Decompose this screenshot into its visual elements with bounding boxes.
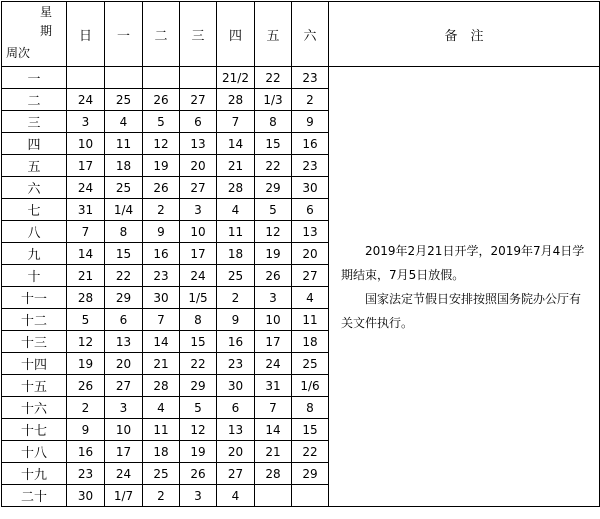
date-cell: 13 — [292, 221, 329, 243]
date-cell: 3 — [180, 199, 217, 221]
date-cell: 4 — [292, 287, 329, 309]
date-cell: 8 — [105, 221, 143, 243]
date-cell: 26 — [143, 177, 180, 199]
date-cell: 26 — [67, 375, 105, 397]
week-label: 九 — [2, 243, 67, 265]
header-row — [2, 2, 600, 67]
date-cell: 1/7 — [105, 485, 143, 507]
date-cell: 2 — [143, 485, 180, 507]
date-cell: 9 — [217, 309, 255, 331]
date-cell: 11 — [217, 221, 255, 243]
date-cell: 22 — [105, 265, 143, 287]
week-label: 十一 — [2, 287, 67, 309]
date-cell: 11 — [143, 419, 180, 441]
date-cell: 12 — [180, 419, 217, 441]
date-cell: 22 — [180, 353, 217, 375]
date-cell: 24 — [180, 265, 217, 287]
date-cell: 1/4 — [105, 199, 143, 221]
date-cell: 5 — [67, 309, 105, 331]
date-cell: 18 — [105, 155, 143, 177]
date-cell: 25 — [217, 265, 255, 287]
day-header-sat: 六 — [292, 2, 329, 67]
date-cell: 28 — [217, 89, 255, 111]
date-cell: 23 — [217, 353, 255, 375]
date-cell: 16 — [292, 133, 329, 155]
date-cell: 5 — [180, 397, 217, 419]
date-cell: 7 — [67, 221, 105, 243]
date-cell: 23 — [67, 463, 105, 485]
week-label: 六 — [2, 177, 67, 199]
date-cell: 8 — [292, 397, 329, 419]
date-cell: 1/6 — [292, 375, 329, 397]
date-cell: 23 — [292, 67, 329, 89]
date-cell: 5 — [143, 111, 180, 133]
date-cell: 28 — [255, 463, 292, 485]
date-cell: 20 — [180, 155, 217, 177]
date-cell: 25 — [292, 353, 329, 375]
notes-cell — [329, 67, 600, 507]
date-cell: 15 — [180, 331, 217, 353]
date-cell: 21/2 — [217, 67, 255, 89]
date-cell: 16 — [143, 243, 180, 265]
date-cell: 12 — [143, 133, 180, 155]
date-cell: 30 — [67, 485, 105, 507]
date-cell: 26 — [143, 89, 180, 111]
date-cell: 23 — [143, 265, 180, 287]
date-cell: 1/3 — [255, 89, 292, 111]
date-cell: 14 — [255, 419, 292, 441]
date-cell: 18 — [217, 243, 255, 265]
week-label: 十九 — [2, 463, 67, 485]
week-label: 四 — [2, 133, 67, 155]
date-cell: 30 — [143, 287, 180, 309]
date-cell: 14 — [143, 331, 180, 353]
date-cell: 10 — [67, 133, 105, 155]
date-cell: 24 — [67, 89, 105, 111]
day-header-fri: 五 — [255, 2, 292, 67]
date-cell: 4 — [105, 111, 143, 133]
date-cell: 16 — [67, 441, 105, 463]
date-cell: 17 — [67, 155, 105, 177]
date-cell — [105, 67, 143, 89]
date-cell: 16 — [217, 331, 255, 353]
date-cell: 14 — [67, 243, 105, 265]
day-header-tue: 二 — [143, 2, 180, 67]
calendar-body — [2, 67, 600, 507]
corner-label-star: 星 — [39, 5, 52, 19]
date-cell: 10 — [255, 309, 292, 331]
date-cell — [143, 67, 180, 89]
date-cell: 10 — [105, 419, 143, 441]
date-cell: 26 — [255, 265, 292, 287]
date-cell: 26 — [180, 463, 217, 485]
date-cell: 20 — [292, 243, 329, 265]
date-cell: 21 — [67, 265, 105, 287]
date-cell: 20 — [105, 353, 143, 375]
date-cell — [67, 67, 105, 89]
week-label: 十五 — [2, 375, 67, 397]
date-cell: 6 — [217, 397, 255, 419]
date-cell: 13 — [180, 133, 217, 155]
date-cell: 5 — [255, 199, 292, 221]
week-label: 十六 — [2, 397, 67, 419]
date-cell: 13 — [217, 419, 255, 441]
date-cell: 9 — [292, 111, 329, 133]
date-cell: 25 — [105, 177, 143, 199]
date-cell: 15 — [105, 243, 143, 265]
date-cell: 24 — [67, 177, 105, 199]
date-cell — [255, 485, 292, 507]
date-cell: 1/5 — [180, 287, 217, 309]
week-label: 十七 — [2, 419, 67, 441]
date-cell — [180, 67, 217, 89]
date-cell: 4 — [143, 397, 180, 419]
date-cell: 2 — [67, 397, 105, 419]
date-cell: 7 — [217, 111, 255, 133]
week-label: 十 — [2, 265, 67, 287]
date-cell: 11 — [292, 309, 329, 331]
date-cell: 27 — [180, 177, 217, 199]
notes-header-label: 备 注 — [444, 28, 484, 44]
date-cell: 6 — [292, 199, 329, 221]
note-paragraph: 国家法定节假日安排按照国务院办公厅有关文件执行。 — [341, 291, 582, 330]
date-cell: 29 — [105, 287, 143, 309]
date-cell: 27 — [105, 375, 143, 397]
day-header-wed: 三 — [180, 2, 217, 67]
date-cell: 9 — [143, 221, 180, 243]
date-cell: 3 — [105, 397, 143, 419]
date-cell: 9 — [67, 419, 105, 441]
date-cell: 19 — [67, 353, 105, 375]
notes-header — [329, 2, 600, 67]
week-label: 三 — [2, 111, 67, 133]
week-label: 一 — [2, 67, 67, 89]
date-cell: 22 — [255, 155, 292, 177]
date-cell: 29 — [292, 463, 329, 485]
date-cell: 20 — [217, 441, 255, 463]
day-header-sun: 日 — [67, 2, 105, 67]
week-label: 二十 — [2, 485, 67, 507]
date-cell: 27 — [217, 463, 255, 485]
corner-label-week: 周次 — [6, 46, 31, 60]
date-cell: 28 — [217, 177, 255, 199]
date-cell: 13 — [105, 331, 143, 353]
note-paragraph: 2019年2月21日开学，2019年7月4日学期结束，7月5日放假。 — [341, 243, 585, 282]
date-cell: 21 — [255, 441, 292, 463]
date-cell: 3 — [255, 287, 292, 309]
date-cell: 3 — [180, 485, 217, 507]
corner-header — [2, 2, 67, 67]
week-label: 十三 — [2, 331, 67, 353]
date-cell: 4 — [217, 199, 255, 221]
date-cell: 27 — [292, 265, 329, 287]
date-cell: 31 — [67, 199, 105, 221]
week-label: 八 — [2, 221, 67, 243]
date-cell: 19 — [143, 155, 180, 177]
date-cell: 21 — [217, 155, 255, 177]
date-cell: 6 — [105, 309, 143, 331]
date-cell: 6 — [180, 111, 217, 133]
week-label: 二 — [2, 89, 67, 111]
day-header-thu: 四 — [217, 2, 255, 67]
date-cell: 22 — [255, 67, 292, 89]
date-cell: 3 — [67, 111, 105, 133]
date-cell: 24 — [105, 463, 143, 485]
week-label: 十四 — [2, 353, 67, 375]
date-cell: 28 — [143, 375, 180, 397]
date-cell: 8 — [180, 309, 217, 331]
corner-label-period: 期 — [39, 24, 52, 38]
date-cell: 18 — [292, 331, 329, 353]
date-cell: 29 — [180, 375, 217, 397]
week-label: 十八 — [2, 441, 67, 463]
date-cell: 21 — [143, 353, 180, 375]
date-cell: 23 — [292, 155, 329, 177]
date-cell: 15 — [292, 419, 329, 441]
date-cell: 2 — [143, 199, 180, 221]
date-cell: 25 — [143, 463, 180, 485]
date-cell: 12 — [255, 221, 292, 243]
week-label: 七 — [2, 199, 67, 221]
week-label: 五 — [2, 155, 67, 177]
date-cell: 17 — [105, 441, 143, 463]
date-cell: 7 — [255, 397, 292, 419]
date-cell: 19 — [255, 243, 292, 265]
date-cell: 10 — [180, 221, 217, 243]
date-cell: 11 — [105, 133, 143, 155]
date-cell: 15 — [255, 133, 292, 155]
date-cell: 28 — [67, 287, 105, 309]
date-cell: 14 — [217, 133, 255, 155]
date-cell: 27 — [180, 89, 217, 111]
date-cell: 31 — [255, 375, 292, 397]
date-cell: 24 — [255, 353, 292, 375]
date-cell: 30 — [292, 177, 329, 199]
table-row — [2, 67, 600, 89]
date-cell: 17 — [255, 331, 292, 353]
date-cell: 18 — [143, 441, 180, 463]
date-cell: 25 — [105, 89, 143, 111]
date-cell: 29 — [255, 177, 292, 199]
date-cell: 2 — [292, 89, 329, 111]
date-cell: 30 — [217, 375, 255, 397]
date-cell: 8 — [255, 111, 292, 133]
date-cell: 7 — [143, 309, 180, 331]
date-cell: 2 — [217, 287, 255, 309]
date-cell: 12 — [67, 331, 105, 353]
date-cell: 17 — [180, 243, 217, 265]
date-cell: 22 — [292, 441, 329, 463]
date-cell: 19 — [180, 441, 217, 463]
week-label: 十二 — [2, 309, 67, 331]
school-calendar-table — [1, 1, 600, 507]
date-cell: 4 — [217, 485, 255, 507]
day-header-mon: 一 — [105, 2, 143, 67]
date-cell — [292, 485, 329, 507]
